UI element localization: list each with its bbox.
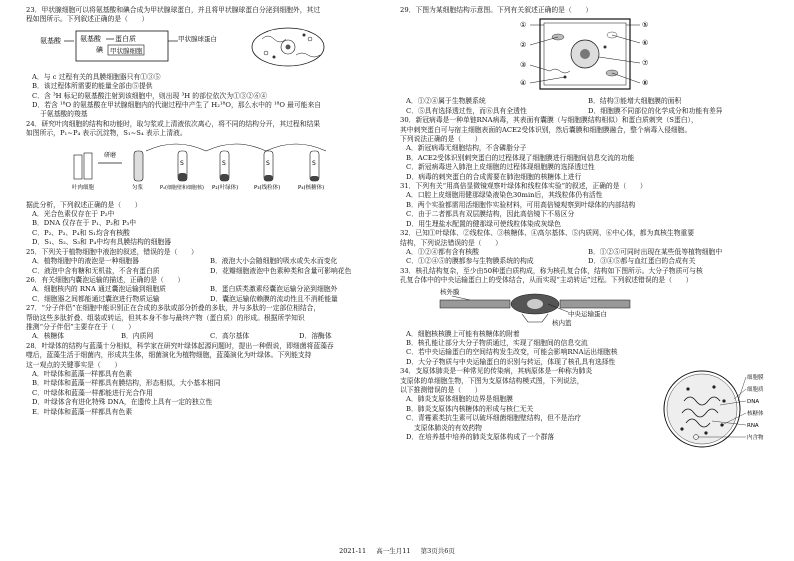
q28-option-e[interactable]: E．叶绿体和蓝藻一样都具有色素	[32, 407, 133, 416]
q34-text	[400, 367, 662, 451]
q31-option-c[interactable]: C．由于二者都具有双层膜结构，因此高倍镜下不易区分	[406, 210, 575, 219]
question-31	[400, 182, 770, 229]
q33-stem-2: 孔复合体中的中央运输蛋白上的受体结合，从而实现“主动转运”过程。下列叙述错误的是（ ）	[400, 276, 693, 285]
q29-option-b[interactable]: B．结构③能增大细胞膜的面积	[588, 97, 682, 106]
footer-grade: 高一生月11	[376, 547, 411, 555]
q24-tube-2-s: S	[222, 159, 226, 167]
q33-option-a[interactable]: A．细胞核核膜上可能有核糖体的附着	[406, 329, 520, 338]
q32-stem-2: 结构，下列说法错误的是（ ）	[400, 238, 502, 247]
q29-option-d[interactable]: D．细胞膜不同部位的化学成分和功能有差异	[588, 106, 723, 115]
q33-envelope-left	[440, 300, 510, 308]
q23-label-tg: 甲状腺球蛋白	[178, 34, 217, 43]
q25-stem: 25．下列关于植物细胞中液泡的叙述，错误的是（ ）	[26, 247, 198, 256]
q24-tube-4-s: S	[312, 159, 316, 167]
q34-stem: 34．支原体肺炎是一种常见的传染病，其病原体是一种称为肺炎	[400, 367, 593, 376]
q33-stem: 33．核孔结构复杂，至少由50种蛋白质构成，称为核孔复合体，结构如下图所示。大分子物质可与核	[400, 266, 703, 275]
q24-leaf	[74, 153, 92, 179]
q24-label-p1: P₁(细胞壁和细胞核)	[160, 184, 204, 191]
q24-label-leaf: 叶肉细胞	[72, 184, 95, 191]
q23-label-aa2: 氨基酸	[80, 34, 101, 43]
q29-figure	[400, 15, 770, 93]
footer-page: 第3页共6页	[420, 547, 455, 555]
q34-label-membrane: 细胞膜	[747, 375, 764, 382]
q29-label-5: ⑤	[642, 21, 649, 30]
left-column	[26, 6, 388, 417]
q34-option-a[interactable]: A．肺炎支原体细胞的边界是细胞膜	[406, 395, 513, 404]
q34-stem-2: 支原体的单细胞生物，下图为支原体结构模式图，下列说法，	[400, 376, 584, 385]
q30-option-a[interactable]: A．新冠病毒无细胞结构，不含磷脂分子	[406, 144, 527, 153]
q34-stem-3: 以下推测错误的是（ ）	[400, 385, 482, 394]
question-25	[26, 248, 388, 276]
q32-option-b[interactable]: B．①②⑤可同时出现在某些低等植物细胞中	[588, 247, 723, 256]
q33-label-center: 中央运输蛋白	[568, 309, 607, 318]
q27-option-d[interactable]: D．溶酶体	[299, 332, 332, 341]
q34-option-c[interactable]: C．青霉素类抗生素可以破坏细菌细胞壁结构，但不是治疗	[406, 414, 582, 423]
question-27	[26, 304, 388, 342]
q24-stem: 24．研究叶肉细胞的结构和功能时，取匀浆或上清液依次离心，将不同的结构分开，其过程和结果	[26, 119, 321, 128]
q24-option-a[interactable]: A．光合色素仅存在于 P₂中	[32, 210, 115, 219]
q33-envelope-right	[560, 300, 630, 308]
q23-label-iodine: 碘	[96, 45, 103, 54]
q34-option-b[interactable]: B．肺炎支原体内核糖体的形成与核仁无关	[406, 404, 534, 413]
q33-option-d[interactable]: D．大分子物质与中央运输蛋白的识别与转运，体现了核孔具有选择性	[406, 357, 616, 366]
q34-label-content: 内含物	[747, 435, 764, 442]
q30-option-b[interactable]: B．ACE2受体识别刺突蛋白的过程体现了细胞膜进行细胞间信息交流的功能	[406, 153, 635, 162]
q29-option-c[interactable]: C．⑤具有选择透过性，而⑥具有全透性	[406, 106, 527, 115]
q23-label-protein: 蛋白质	[115, 34, 136, 43]
q23-label-cell: 甲状腺细胞	[110, 46, 143, 55]
question-28	[26, 342, 388, 417]
q24-tube-3-s: S	[266, 159, 270, 167]
q34-option-d[interactable]: D．在培养基中培养的肺炎支原体构成了一个群落	[406, 433, 555, 441]
q33-option-b[interactable]: B．核孔能让部分大分子物质通过，实现了细胞间的信息交流	[406, 338, 588, 347]
q27-option-a[interactable]: A．核糖体	[32, 332, 65, 341]
q24-figure	[26, 139, 386, 197]
q33-label-envelope: 核外膜	[440, 287, 460, 296]
q24-label-homogenate: 匀浆	[132, 184, 144, 191]
q28-option-a[interactable]: A．叶绿体和蓝藻一样都具有色素	[32, 369, 133, 378]
q23-option-d-cont: 于氨基酸的羧基	[40, 110, 88, 119]
q24-option-c[interactable]: C．P₂、P₃、P₄和 S₁均含有核酸	[32, 228, 130, 237]
q23-option-d[interactable]: D．若含 ¹⁸O 的氨基酸在甲状腺细胞内的代谢过程中产生了 H₂¹⁸O，那么水中的 ¹⁸O 最可能来自	[32, 101, 322, 110]
q28-option-d[interactable]: D．叶绿体含有进化特殊 DNA，在遗传上具有一定的独立性	[32, 398, 213, 407]
q25-option-b[interactable]: B．液泡大小会随细胞的吸水或失水而变化	[210, 257, 338, 266]
q28-option-b[interactable]: B．叶绿体和蓝藻一样都具有膜结构，形态相似，大小基本相同	[32, 379, 221, 388]
q31-option-d[interactable]: D．用生理盐水配置的健那绿可使线粒体染成灰绿色	[406, 219, 561, 228]
q33-option-c[interactable]: C．若中央运输蛋白的空间结构发生改变，可能会影响RNA运出细胞核	[406, 348, 618, 357]
question-30	[400, 116, 770, 182]
q32-stem: 32．已知①叶绿体、②线粒体、③核糖体、④高尔基体、⑤内质网、⑥中心体，都为真核生物重要	[400, 229, 695, 238]
footer-date: 2021-11	[339, 547, 367, 555]
q25-option-c[interactable]: C．液泡中含有糖和无机盐，不含有蛋白质	[32, 266, 160, 275]
q28-stem-2: 噬后，蓝藻生活于细菌内，形成共生体，细菌演化为植物细胞，蓝藻演化为叶绿体。下列能支持	[26, 351, 312, 360]
q23-option-b[interactable]: B．该过程体所需要的能量全部由⑤提供	[32, 82, 153, 91]
q29-label-7: ⑦	[642, 59, 649, 68]
q34-option-c-cont: 支原体肺炎的有效药物	[414, 423, 482, 432]
q24-tube-homogenate	[134, 151, 143, 181]
q29-label-4: ④	[520, 79, 527, 88]
q24-lead: 据此分析，下列叙述正确的是（ ）	[26, 200, 142, 209]
q29-label-8: ⑧	[642, 79, 649, 88]
q26-option-a[interactable]: A．细胞核内的 RNA 通过囊泡运输到细胞质	[32, 285, 166, 294]
q30-stem-3: 下列说法正确的是（ ）	[400, 135, 482, 144]
question-29	[400, 6, 770, 116]
q26-option-d[interactable]: D．囊泡运输依赖膜的流动性且不消耗能量	[210, 294, 338, 303]
q32-option-c[interactable]: C．①②④⑤的膜都参与生物膜系统的构成	[406, 257, 534, 266]
q23-stem-2: 程如图所示。下列叙述正确的是（ ）	[26, 15, 149, 24]
q24-tube-1-s: S	[180, 159, 184, 167]
q25-option-a[interactable]: A．植物细胞中的液泡是一种细胞器	[32, 257, 139, 266]
q24-stem-2: 如图所示，P₁~P₄ 表示沉淀物，S₁~S₄ 表示上清液。	[26, 129, 187, 138]
q29-label-6: ⑥	[642, 39, 649, 48]
q26-option-b[interactable]: B．蛋白质类激素经囊泡运输分泌到细胞外	[210, 285, 338, 294]
q27-option-b[interactable]: B．内质网	[121, 332, 154, 341]
q30-option-d[interactable]: D．病毒的刺突蛋白的合成需要在肺泡细胞的核糖体上进行	[406, 172, 582, 181]
q23-label-aa: 氨基酸	[40, 36, 61, 45]
page-footer	[0, 546, 794, 555]
q31-stem: 31．下列有关“用高倍显微镜观察叶绿体和线粒体实验”的叙述，正确的是（ ）	[400, 182, 647, 191]
q25-option-d[interactable]: D．花瓣细胞液泡中色素种类和含量可影响花色	[210, 266, 352, 275]
q33-figure	[400, 286, 770, 326]
q27-option-c[interactable]: C．高尔基体	[210, 332, 250, 341]
q29-option-a[interactable]: A．①②④属于生物膜系统	[406, 97, 486, 106]
q34-figure	[662, 367, 770, 451]
q34-label-cytoplasm: 细胞质	[747, 387, 764, 394]
q28-option-c[interactable]: C．叶绿体和蓝藻一样都能进行光合作用	[32, 388, 153, 397]
q31-option-b[interactable]: B．两个实验都需用活细胞作实验材料，可用高倍镜观察到叶绿体的内部结构	[406, 200, 636, 209]
right-column	[400, 6, 770, 451]
q26-stem: 26．有关细胞内囊泡运输的描述，正确的是（ ）	[26, 275, 185, 284]
q34-label-dna: DNA	[747, 399, 760, 406]
q23-option-c[interactable]: C．含 ³H 标记的氨基酸注射到该细胞中，则出现 ³H 的部位依次为①③②⑥④	[32, 91, 268, 100]
q33-label-basket: 核内篮	[552, 318, 572, 326]
question-24	[26, 120, 388, 248]
question-33	[400, 267, 770, 367]
q27-stem-2: 帮助这些多肽折叠、组装或转运，但其本身不参与最终产物（蛋白质）的形成。根据所学知识	[26, 313, 305, 322]
q30-option-c[interactable]: C．新冠病毒进入肺泡上皮细胞的过程体现细胞膜的选择透过性	[406, 163, 595, 172]
q23-figure	[26, 25, 386, 69]
q32-option-d[interactable]: D．③④⑤都与血红蛋白的合成有关	[588, 257, 696, 266]
q34-label-rna: RNA	[747, 423, 759, 430]
q24-label-p4: P₄(核糖体)	[298, 184, 325, 191]
question-23	[26, 6, 388, 120]
question-34	[400, 367, 770, 451]
q28-stem: 28．叶绿体的结构与蓝藻十分相似，科学家在研究叶绿体起源问题时，提出一种假说，即细菌将蓝藻吞	[26, 341, 334, 350]
q34-label-ribosome: 核糖体	[747, 411, 764, 418]
q30-stem-2: 其中刺突蛋白可与宿主细胞表面的ACE2受体识别，然后囊膜和细胞膜融合，整个病毒入侵细胞。	[400, 125, 692, 134]
q24-option-d[interactable]: D．S₁、S₂、S₃和 P₄中均有具膜结构的细胞器	[32, 238, 172, 247]
q29-label-2: ②	[520, 41, 527, 50]
q30-stem: 30．新冠病毒是一种单链RNA病毒，其表面有囊膜（与细胞膜结构相似）和蛋白质刺突（S蛋白），	[400, 116, 698, 125]
q24-option-b[interactable]: B．DNA 仅存在于 P₁、P₂和 P₃中	[32, 219, 137, 228]
q27-stem: 27．“分子伴侣”在细胞中能识别正在合成的多肽或部分折叠的多肽，并与多肽的一定部位相结合，	[26, 304, 321, 313]
question-26	[26, 276, 388, 304]
q24-label-homogenize: 研磨	[104, 151, 117, 159]
q24-label-p3: P₃(线粒体)	[254, 184, 281, 191]
q23-option-a[interactable]: A．与 c 过程有关的具膜细胞器只有①③⑤	[32, 72, 161, 81]
q28-stem-3: 这一观点的关键事实是（ ）	[26, 360, 122, 369]
q29-label-3: ③	[520, 61, 527, 70]
q29-label-1: ①	[520, 21, 527, 30]
q32-option-a[interactable]: A．①②④都有含有核酸	[406, 247, 479, 256]
q27-stem-3: 推测“分子伴侣”主要存在于（ ）	[26, 322, 135, 331]
q31-option-a[interactable]: A．口腔上皮细胞用健那绿染液染色30min后，其线粒体仍有活性	[406, 191, 603, 200]
q26-option-c[interactable]: C．细胞器之间都能通过囊泡进行物质运输	[32, 294, 160, 303]
q23-stem: 23．甲状腺细胞可以将氨基酸和碘合成为甲状腺球蛋白，并且将甲状腺球蛋白分泌到细胞外，其过	[26, 6, 321, 14]
question-32	[400, 229, 770, 267]
q29-stem: 29．下图为某细胞结构示意图。下列有关叙述正确的是（ ）	[400, 6, 593, 14]
q24-label-p2: P₂(叶绿体)	[212, 184, 239, 191]
